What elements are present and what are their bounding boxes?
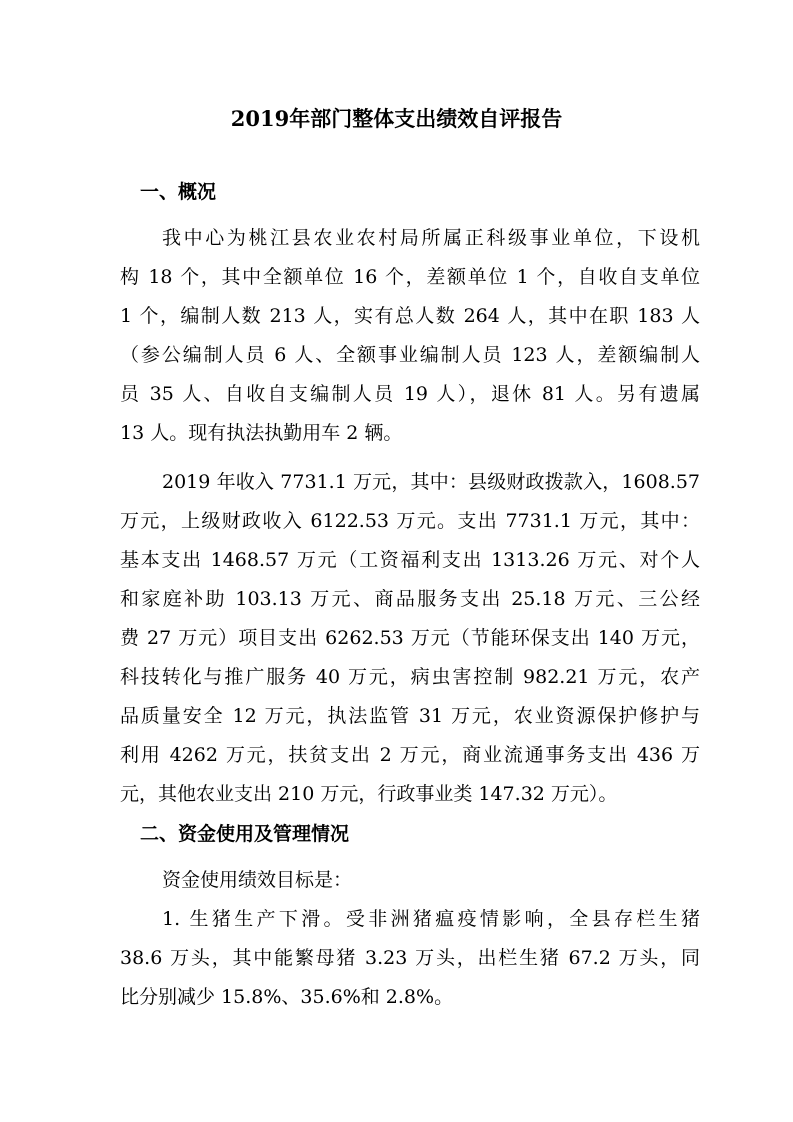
paragraph-line: 基本支出 1468.57 万元（工资福利支出 1313.26 万元、对个人 [120,549,700,571]
paragraph-line: 和家庭补助 103.13 万元、商品服务支出 25.18 万元、三公经 [120,588,700,610]
paragraph-line: 我中心为桃江县农业农村局所属正科级事业单位，下设机 [162,227,700,249]
paragraph-line: 2019 年收入 7731.1 万元，其中：县级财政拨款入，1608.57 [162,471,700,493]
paragraph-line: 品质量安全 12 万元，执法监管 31 万元，农业资源保护修护与 [120,705,700,727]
section-heading-funds: 二、资金使用及管理情况 [140,823,350,845]
paragraph-line: 万元，上级财政收入 6122.53 万元。支出 7731.1 万元，其中： [120,510,700,532]
paragraph-line: 利用 4262 万元，扶贫支出 2 万元，商业流通事务支出 436 万 [120,744,700,766]
paragraph-line: 资金使用绩效目标是： [162,869,353,891]
paragraph-line: 1. 生猪生产下滑。受非洲猪瘟疫情影响，全县存栏生猪 [162,908,700,930]
paragraph-line: 13 人。现有执法执勤用车 2 辆。 [120,422,403,444]
paragraph-line: 员 35 人、自收自支编制人员 19 人），退休 81 人。另有遗属 [120,383,700,405]
paragraph-line: 构 18 个，其中全额单位 16 个，差额单位 1 个，自收自支单位 [120,266,700,288]
paragraph-line: 元，其他农业支出 210 万元，行政事业类 147.32 万元）。 [120,783,618,805]
paragraph-line: 比分别减少 15.8%、35.6%和 2.8%。 [120,986,454,1008]
paragraph-line: 1 个，编制人数 213 人，实有总人数 264 人，其中在职 183 人 [120,305,700,327]
paragraph-line: 科技转化与推广服务 40 万元，病虫害控制 982.21 万元，农产 [120,666,700,688]
paragraph-line: 费 27 万元）项目支出 6262.53 万元（节能环保支出 140 万元， [120,627,700,649]
section-heading-overview: 一、概况 [140,181,217,203]
paragraph-line: 38.6 万头，其中能繁母猪 3.23 万头，出栏生猪 67.2 万头，同 [120,947,700,969]
paragraph-line: （参公编制人员 6 人、全额事业编制人员 123 人，差额编制人 [120,344,700,366]
document-title: 2019年部门整体支出绩效自评报告 [230,106,563,131]
